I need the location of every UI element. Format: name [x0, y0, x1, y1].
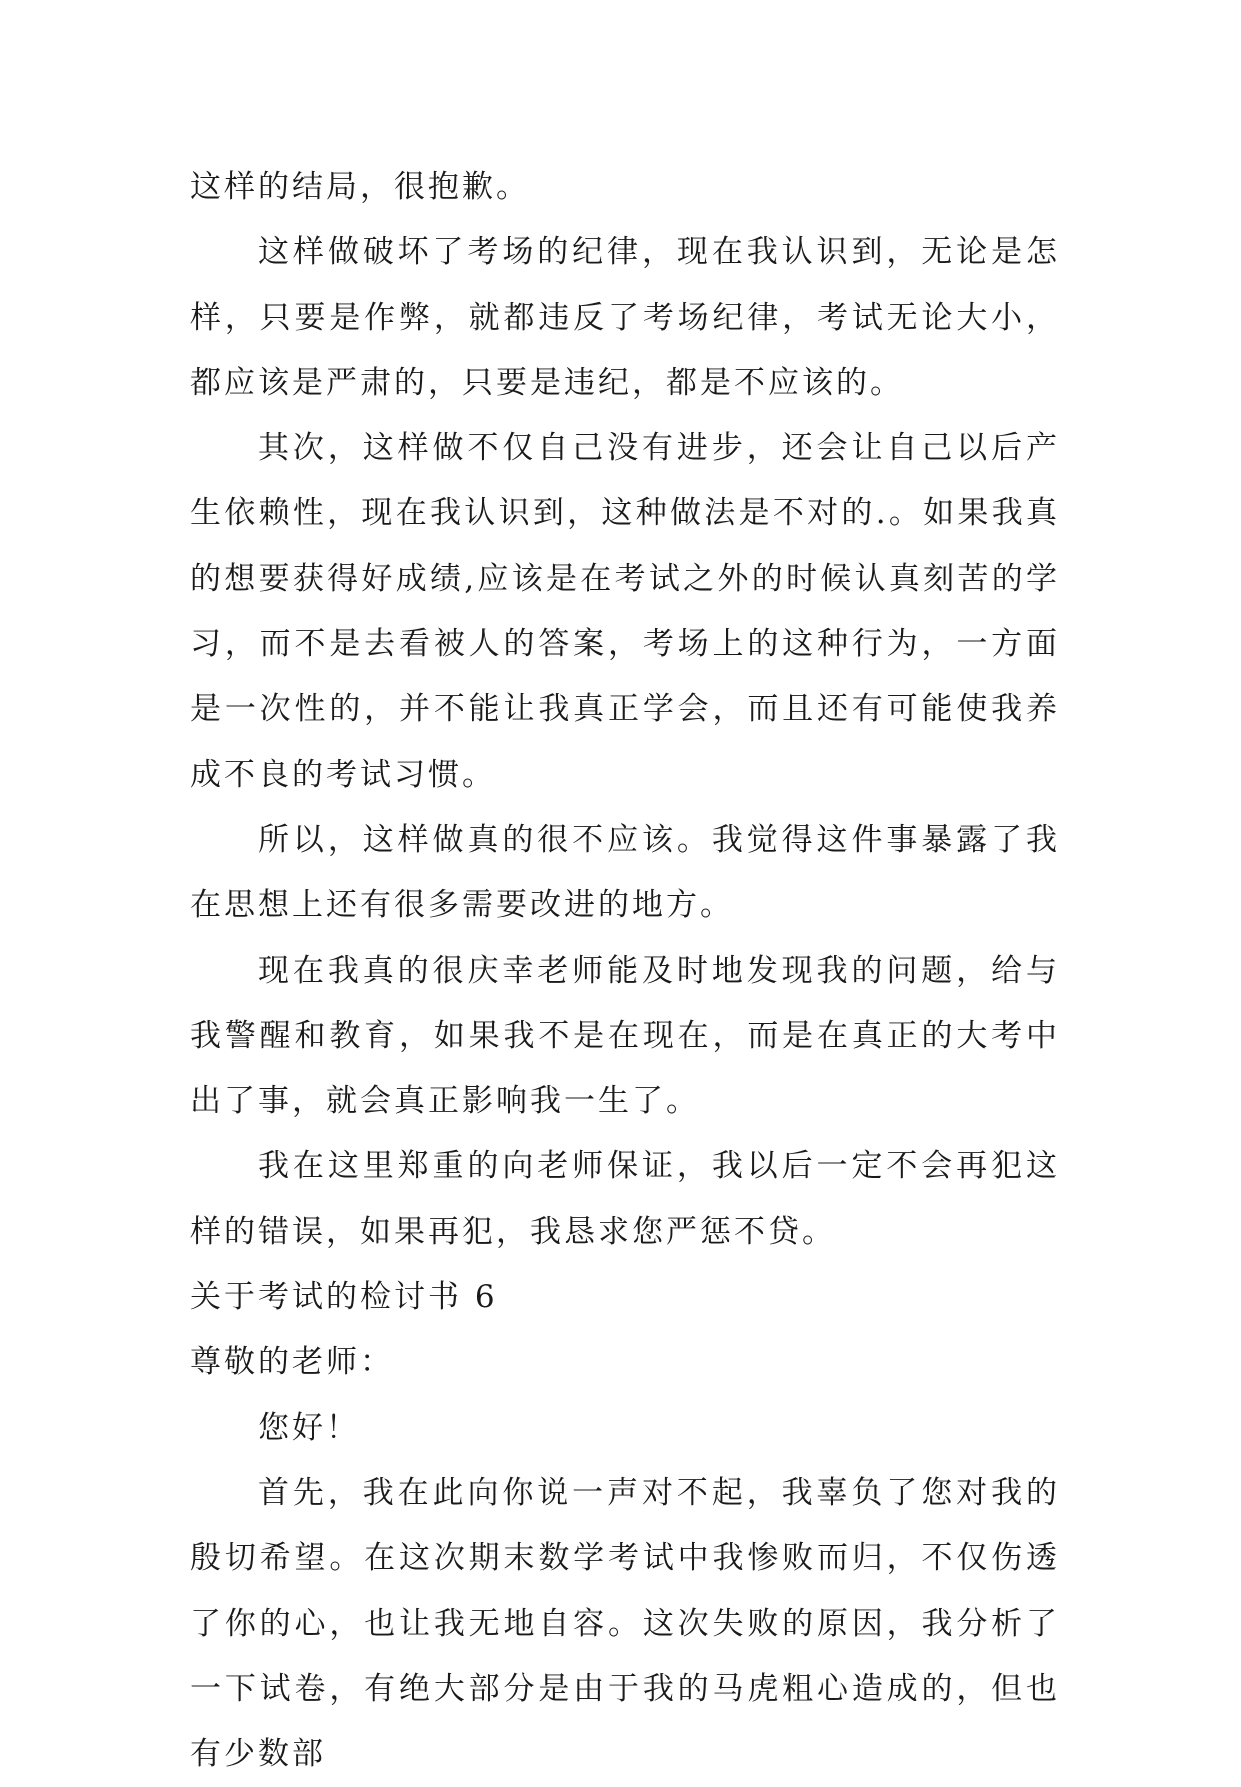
paragraph-dependency: 其次，这样做不仅自己没有进步，还会让自己以后产生依赖性，现在我认识到，这种做法是不对的.。如果我真的想要获得好成绩,应该是在考试之外的时候认真刻苦的学习，而不是去看被人的答案，考场上的这种行为，一方面是一次性的，并不能让我真正学会，而且还有可能使我养成不良的考试习惯。 [190, 430, 1060, 793]
paragraph-reflection: 所以，这样做真的很不应该。我觉得这件事暴露了我在思想上还有很多需要改进的地方。 [190, 821, 1060, 924]
section-title: 关于考试的检讨书 6 [190, 1279, 498, 1316]
paragraph-promise: 我在这里郑重的向老师保证，我以后一定不会再犯这样的错误，如果再犯，我恳求您严惩不贷。 [190, 1148, 1060, 1250]
paragraph-exam-discipline: 这样做破坏了考场的纪律，现在我认识到，无论是怎样，只要是作弊，就都违反了考场纪律，考试无论大小，都应该是严肃的，只要是违纪，都是不应该的。 [190, 234, 1060, 401]
document-body [190, 155, 1060, 1787]
paragraph-gratitude: 现在我真的很庆幸老师能及时地发现我的问题，给与我警醒和教育，如果我不是在现在，而是在真正的大考中出了事，就会真正影响我一生了。 [190, 952, 1060, 1120]
paragraph-apology-math-exam: 首先，我在此向你说一声对不起，我辜负了您对我的殷切希望。在这次期末数学考试中我惨败而归，不仅伤透了你的心，也让我无地自容。这次失败的原因，我分析了一下试卷，有绝大部分是由于我的马虎粗心造成的，但也有少数部 [190, 1474, 1060, 1773]
paragraph-ending-apology: 这样的结局，很抱歉。 [190, 169, 530, 205]
greeting: 您好！ [258, 1409, 360, 1446]
salutation: 尊敬的老师： [190, 1344, 394, 1381]
